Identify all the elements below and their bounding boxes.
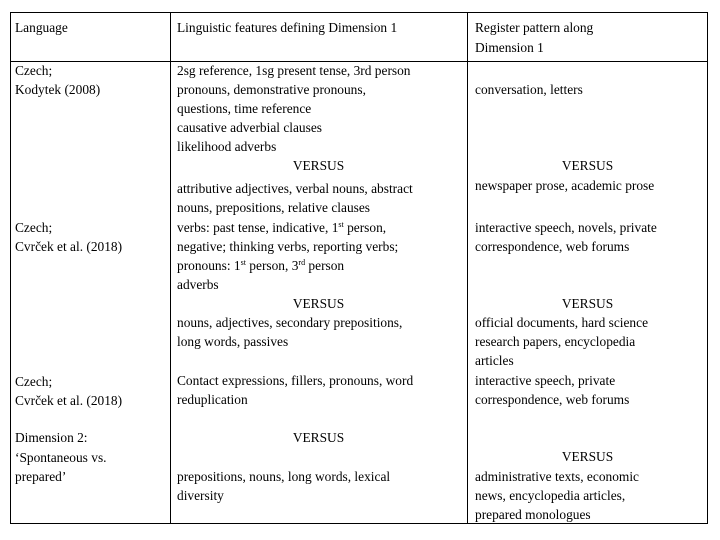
column-divider-1: [170, 12, 171, 524]
row2-register2-line: articles: [475, 353, 514, 368]
row1-features-versus: VERSUS: [292, 158, 345, 173]
row3-register1-line: correspondence, web forums: [475, 392, 630, 407]
row1-feature-line: likelihood adverbs: [177, 139, 277, 154]
row4-features-versus: VERSUS: [292, 430, 345, 445]
row2-language-line2: Cvrček et al. (2018): [15, 239, 123, 254]
row2-language-line1: Czech;: [15, 220, 53, 235]
row4-feature2-line: diversity: [177, 488, 224, 503]
row3-language-line: Czech;: [15, 374, 53, 389]
row1-feature-line: 2sg reference, 1sg present tense, 3rd person: [177, 63, 411, 78]
row1-register2: newspaper prose, academic prose: [475, 178, 655, 193]
row4-register2-line: administrative texts, economic: [475, 469, 639, 484]
row3-feature-line: reduplication: [177, 392, 248, 407]
row2-feature-line1: verbs: past tense, indicative, 1st person,: [177, 220, 387, 235]
row2-register2-line: research papers, encyclopedia: [475, 334, 636, 349]
row2-feature-line4: adverbs: [177, 277, 219, 292]
row2-feature-line3: pronouns: 1st person, 3rd person: [177, 258, 345, 273]
row2-feature2-line: long words, passives: [177, 334, 289, 349]
header-language: Language: [15, 20, 68, 35]
row1-language-line1: Czech;: [15, 63, 53, 78]
row2-register1-line: interactive speech, novels, private: [475, 220, 657, 235]
row4-language-line: ‘Spontaneous vs.: [15, 450, 107, 465]
row4-feature2-line: prepositions, nouns, long words, lexical: [177, 469, 391, 484]
row2-register1-line: correspondence, web forums: [475, 239, 630, 254]
row2-register2-line: official documents, hard science: [475, 315, 649, 330]
row1-register1: conversation, letters: [475, 82, 583, 97]
row2-feature2-line: nouns, adjectives, secondary prepositions,: [177, 315, 403, 330]
header-register-line2: Dimension 1: [475, 40, 544, 55]
row3-register1-line: interactive speech, private: [475, 373, 616, 388]
row4-register-versus: VERSUS: [561, 449, 614, 464]
row3-feature-line: Contact expressions, fillers, pronouns, word: [177, 373, 414, 388]
row1-register-versus: VERSUS: [561, 158, 614, 173]
row4-language-line: prepared’: [15, 469, 67, 484]
row1-feature-line: questions, time reference: [177, 101, 312, 116]
row2-register-versus: VERSUS: [561, 296, 614, 311]
header-register-line1: Register pattern along: [475, 20, 594, 35]
row1-feature-line: pronouns, demonstrative pronouns,: [177, 82, 366, 97]
row4-register2-line: prepared monologues: [475, 507, 591, 522]
row1-language-line2: Kodytek (2008): [15, 82, 101, 97]
row1-feature-line: causative adverbial clauses: [177, 120, 322, 135]
row4-language-line: Dimension 2:: [15, 430, 88, 445]
row2-feature-line2: negative; thinking verbs, reporting verbs;: [177, 239, 399, 254]
header-features: Linguistic features defining Dimension 1: [177, 20, 398, 35]
row3-language-line: Cvrček et al. (2018): [15, 393, 123, 408]
row4-register2-line: news, encyclopedia articles,: [475, 488, 626, 503]
row1-feature2-line: attributive adjectives, verbal nouns, abstract: [177, 181, 413, 196]
row1-feature2-line: nouns, prepositions, relative clauses: [177, 200, 371, 215]
row2-features-versus: VERSUS: [292, 296, 345, 311]
